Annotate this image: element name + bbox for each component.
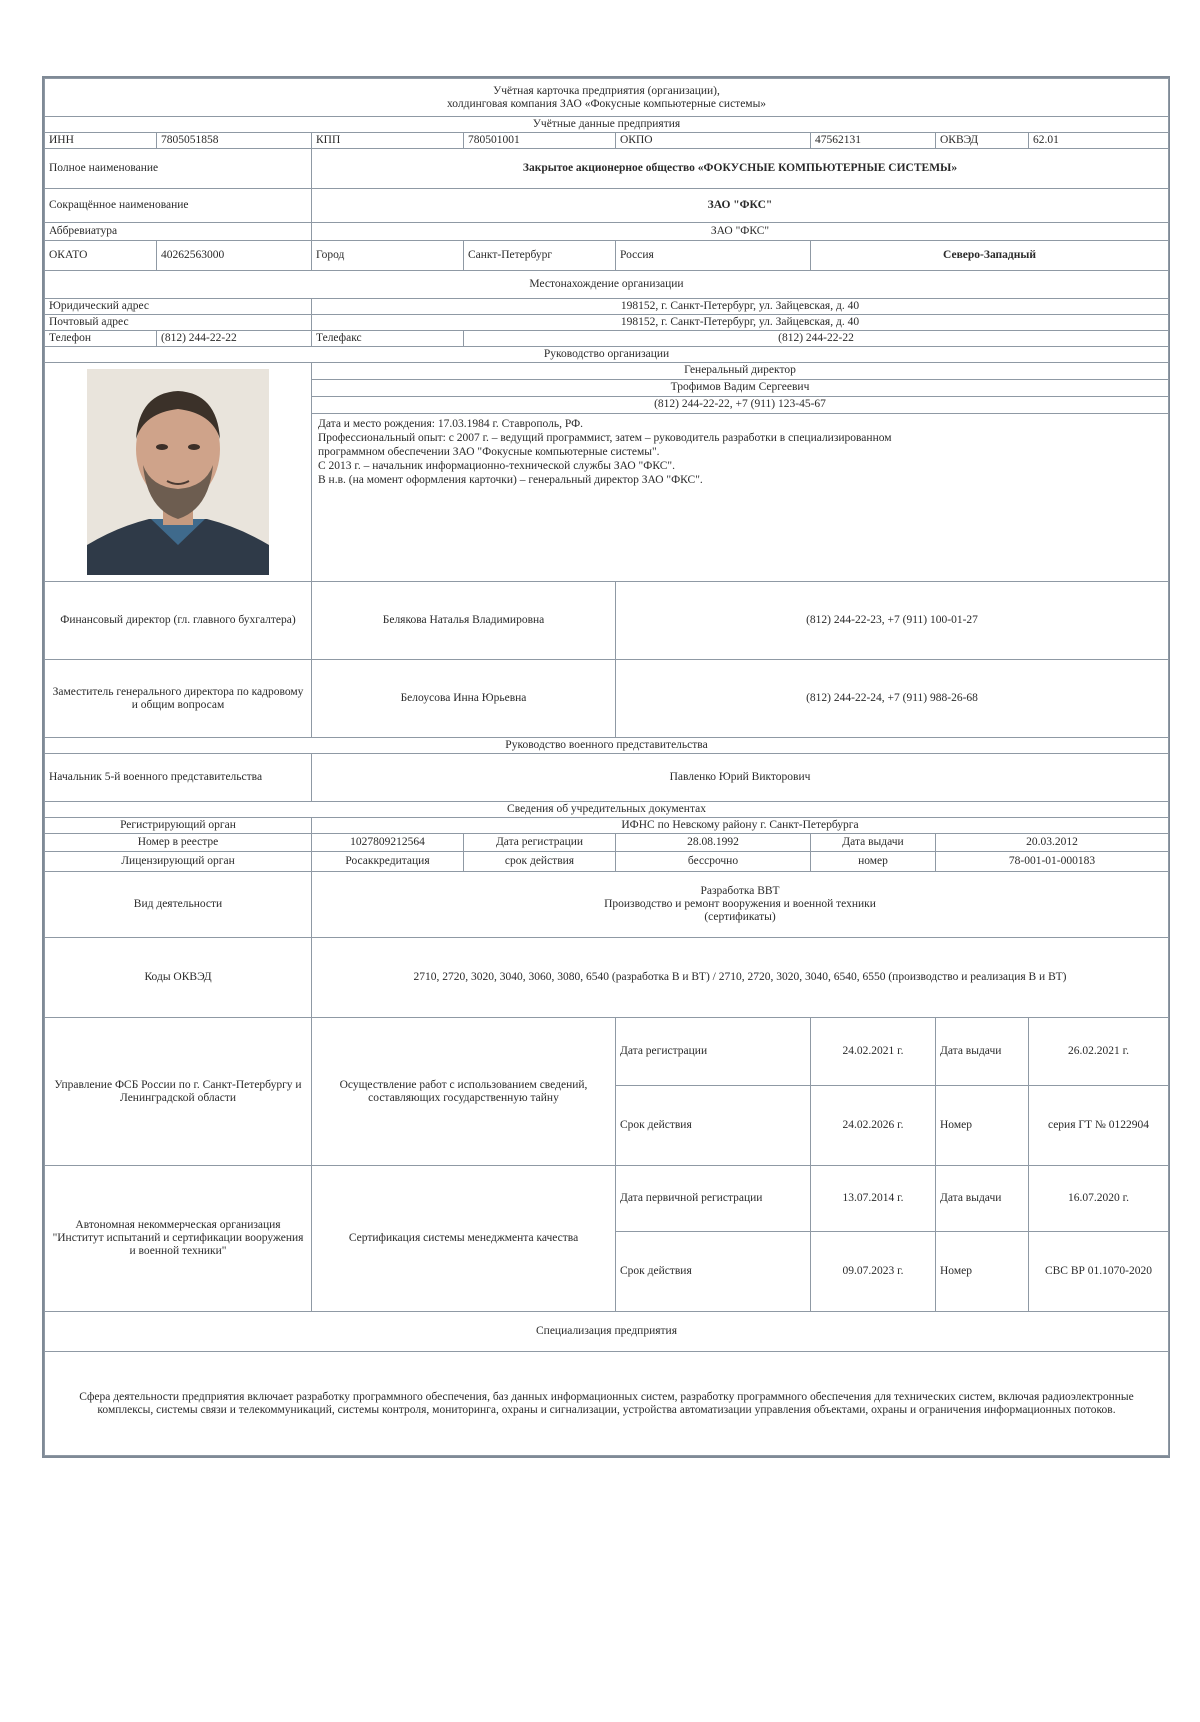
reg-issue-label: Дата выдачи bbox=[811, 834, 936, 852]
military-value: Павленко Юрий Викторович bbox=[312, 754, 1169, 802]
title-line-2: холдинговая компания ЗАО «Фокусные компьютерные системы» bbox=[446, 97, 767, 110]
reg-date-label: Дата регистрации bbox=[464, 834, 616, 852]
okato-value: 40262563000 bbox=[157, 241, 312, 271]
district-value: Северо-Западный bbox=[811, 241, 1169, 271]
card-title bbox=[45, 79, 1169, 117]
license1-term-value: 24.02.2026 г. bbox=[811, 1086, 936, 1166]
deputy-director-name: Белоусова Инна Юрьевна bbox=[312, 660, 616, 738]
legal-address-value: 198152, г. Санкт-Петербург, ул. Зайцевская, д. 40 bbox=[312, 299, 1169, 315]
inn-value: 7805051858 bbox=[157, 133, 312, 149]
license1-reg-label: Дата регистрации bbox=[616, 1018, 811, 1086]
section-leadership: Руководство организации bbox=[45, 347, 1169, 363]
finance-director-phones: (812) 244-22-23, +7 (911) 100-01-27 bbox=[616, 582, 1169, 660]
reg-number-value: 1027809212564 bbox=[312, 834, 464, 852]
leader-name: Трофимов Вадим Сергеевич bbox=[312, 379, 1169, 396]
okato-label: ОКАТО bbox=[45, 241, 157, 271]
phone-value: (812) 244-22-22 bbox=[157, 331, 312, 347]
abbrev-label: Аббревиатура bbox=[45, 223, 312, 241]
license2-authority: Автономная некоммерческая организация "Институт испытаний и сертификации вооружения и военной техники" bbox=[45, 1166, 312, 1312]
okved-codes-label: Коды ОКВЭД bbox=[45, 938, 312, 1018]
deputy-director-label: Заместитель генерального директора по кадровому и общим вопросам bbox=[45, 660, 312, 738]
legal-address-label: Юридический адрес bbox=[45, 299, 312, 315]
full-name-value: Закрытое акционерное общество «ФОКУСНЫЕ КОМПЬЮТЕРНЫЕ СИСТЕМЫ» bbox=[312, 149, 1169, 189]
full-name-label: Полное наименование bbox=[45, 149, 312, 189]
country-label: Россия bbox=[616, 241, 811, 271]
licensing-term-value: бессрочно bbox=[616, 852, 811, 872]
bio-line: Дата и место рождения: 17.03.1984 г. Ставрополь, РФ. bbox=[318, 417, 584, 430]
section-registration-data: Учётные данные предприятия bbox=[45, 117, 1169, 133]
bio-line: С 2013 г. – начальник информационно-технической службы ЗАО "ФКС". bbox=[318, 459, 675, 472]
license1-issue-value: 26.02.2021 г. bbox=[1029, 1018, 1169, 1086]
license1-num-value: серия ГТ № 0122904 bbox=[1029, 1086, 1169, 1166]
okved-codes-value: 2710, 2720, 3020, 3040, 3060, 3080, 6540 (разработка В и ВТ) / 2710, 2720, 3020, 3040, 6540, 6550 (производство и реализация В и ВТ) bbox=[312, 938, 1169, 1018]
licensing-term-label: срок действия bbox=[464, 852, 616, 872]
kpp-value: 780501001 bbox=[464, 133, 616, 149]
reg-number-label: Номер в реестре bbox=[45, 834, 312, 852]
license2-issue-value: 16.07.2020 г. bbox=[1029, 1166, 1169, 1232]
director-photo bbox=[87, 369, 269, 575]
specialization-text: Сфера деятельности предприятия включает разработку программного обеспечения, баз данных информационных систем, разработку программного обеспечения для технических систем, включая радиоэлектронные комплексы, системы связи и телекоммуникаций, системы контроля, мониторинга, охраны и сигнализации, устройства автоматизации управления объектами, охраны и ограничения информационных потоков. bbox=[45, 1352, 1169, 1456]
title-line-1: Учётная карточка предприятия (организации), bbox=[493, 84, 720, 97]
bio-line: В н.в. (на момент оформления карточки) – генеральный директор ЗАО "ФКС". bbox=[318, 473, 703, 486]
photo-cell bbox=[45, 363, 312, 582]
section-military: Руководство военного представительства bbox=[45, 738, 1169, 754]
city-label: Город bbox=[312, 241, 464, 271]
postal-address-label: Почтовый адрес bbox=[45, 315, 312, 331]
license2-issue-label: Дата выдачи bbox=[936, 1166, 1029, 1232]
fax-value: (812) 244-22-22 bbox=[464, 331, 1169, 347]
activity-line: Производство и ремонт вооружения и военной техники bbox=[604, 898, 876, 910]
licensing-row bbox=[45, 852, 1169, 872]
leader-position: Генеральный директор bbox=[312, 363, 1169, 380]
kpp-label: КПП bbox=[312, 133, 464, 149]
city-value: Санкт-Петербург bbox=[464, 241, 616, 271]
okpo-label: ОКПО bbox=[616, 133, 811, 149]
leader-phones: (812) 244-22-22, +7 (911) 123-45-67 bbox=[312, 396, 1169, 413]
reg-authority-value: ИФНС по Невскому району г. Санкт-Петербурга bbox=[312, 818, 1169, 834]
postal-address-value: 198152, г. Санкт-Петербург, ул. Зайцевская, д. 40 bbox=[312, 315, 1169, 331]
phone-row bbox=[45, 331, 1169, 347]
finance-director-name: Белякова Наталья Владимировна bbox=[312, 582, 616, 660]
phone-label: Телефон bbox=[45, 331, 157, 347]
license2-num-label: Номер bbox=[936, 1232, 1029, 1312]
inn-label: ИНН bbox=[45, 133, 157, 149]
reg-authority-label: Регистрирующий орган bbox=[45, 818, 312, 834]
finance-director-label: Финансовый директор (гл. главного бухгалтера) bbox=[45, 582, 312, 660]
bio-line: программном обеспечении ЗАО "Фокусные компьютерные системы". bbox=[318, 445, 660, 458]
license2-term-value: 09.07.2023 г. bbox=[811, 1232, 936, 1312]
okved-value: 62.01 bbox=[1029, 133, 1169, 149]
licensing-label: Лицензирующий орган bbox=[45, 852, 312, 872]
military-label: Начальник 5-й военного представительства bbox=[45, 754, 312, 802]
abbrev-value: ЗАО "ФКС" bbox=[312, 223, 1169, 241]
licensing-number-value: 78-001-01-000183 bbox=[936, 852, 1169, 872]
activity-value bbox=[312, 872, 1169, 938]
activity-line: (сертификаты) bbox=[704, 911, 776, 923]
deputy-director-phones: (812) 244-22-24, +7 (911) 988-26-68 bbox=[616, 660, 1169, 738]
license1-authority: Управление ФСБ России по г. Санкт-Петербургу и Ленинградской области bbox=[45, 1018, 312, 1166]
okved-label: ОКВЭД bbox=[936, 133, 1029, 149]
activity-label: Вид деятельности bbox=[45, 872, 312, 938]
location-row bbox=[45, 241, 1169, 271]
license1-issue-label: Дата выдачи bbox=[936, 1018, 1029, 1086]
reg-number-row bbox=[45, 834, 1169, 852]
license1-reg-value: 24.02.2021 г. bbox=[811, 1018, 936, 1086]
license2-reg-value: 13.07.2014 г. bbox=[811, 1166, 936, 1232]
reg-date-value: 28.08.1992 bbox=[616, 834, 811, 852]
activity-line: Разработка ВВТ bbox=[700, 885, 780, 897]
license2-num-value: СВС ВР 01.1070-2020 bbox=[1029, 1232, 1169, 1312]
section-address: Местонахождение организации bbox=[45, 271, 1169, 299]
card-table bbox=[44, 78, 1169, 1456]
license1-term-label: Срок действия bbox=[616, 1086, 811, 1166]
registration-card bbox=[42, 76, 1170, 1458]
license2-subject: Сертификация системы менеджмента качества bbox=[312, 1166, 616, 1312]
licensing-authority: Росаккредитация bbox=[312, 852, 464, 872]
okpo-value: 47562131 bbox=[811, 133, 936, 149]
codes-row bbox=[45, 133, 1169, 149]
short-name-label: Сокращённое наименование bbox=[45, 189, 312, 223]
license1-subject: Осуществление работ с использованием сведений, составляющих государственную тайну bbox=[312, 1018, 616, 1166]
fax-label: Телефакс bbox=[312, 331, 464, 347]
bio-line: Профессиональный опыт: с 2007 г. – ведущий программист, затем – руководитель разработки в специализированном bbox=[318, 431, 892, 444]
section-registration: Сведения об учредительных документах bbox=[45, 802, 1169, 818]
license2-term-label: Срок действия bbox=[616, 1232, 811, 1312]
licensing-number-label: номер bbox=[811, 852, 936, 872]
section-specialization: Специализация предприятия bbox=[45, 1312, 1169, 1352]
license1-num-label: Номер bbox=[936, 1086, 1029, 1166]
short-name-value: ЗАО "ФКС" bbox=[312, 189, 1169, 223]
reg-issue-value: 20.03.2012 bbox=[936, 834, 1169, 852]
leader-bio bbox=[312, 413, 1169, 581]
license2-reg-label: Дата первичной регистрации bbox=[616, 1166, 811, 1232]
